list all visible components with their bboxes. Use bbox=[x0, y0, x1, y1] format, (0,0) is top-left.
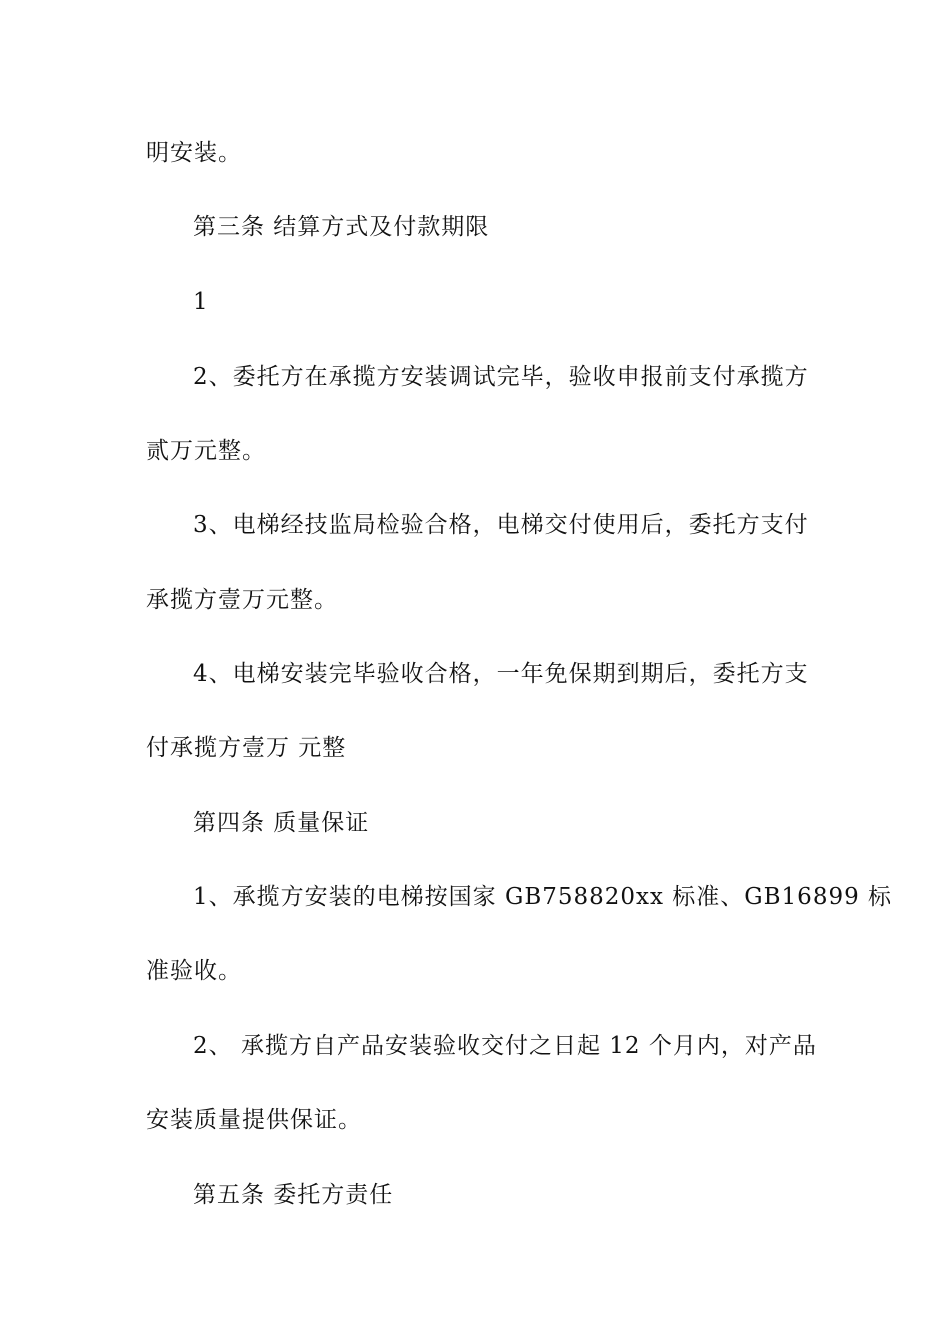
paragraph-line: 2、 承揽方自产品安装验收交付之日起 12 个月内，对产品 bbox=[193, 1033, 817, 1059]
paragraph-line: 明安装。 bbox=[146, 140, 242, 166]
paragraph-line: 3、电梯经技监局检验合格，电梯交付使用后，委托方支付 bbox=[193, 512, 809, 538]
section-heading: 第四条 质量保证 bbox=[193, 810, 370, 836]
paragraph-line: 贰万元整。 bbox=[146, 438, 266, 464]
paragraph-line: 承揽方壹万元整。 bbox=[146, 587, 338, 613]
section-heading: 第三条 结算方式及付款期限 bbox=[193, 214, 490, 240]
paragraph-line: 付承揽方壹万 元整 bbox=[146, 735, 347, 761]
paragraph-line: 1、承揽方安装的电梯按国家 GB758820xx 标准、GB16899 标 bbox=[193, 884, 893, 910]
section-heading: 第五条 委托方责任 bbox=[193, 1182, 394, 1208]
paragraph-line: 准验收。 bbox=[146, 958, 242, 984]
paragraph-line: 4、电梯安装完毕验收合格，一年免保期到期后，委托方支 bbox=[193, 661, 809, 687]
paragraph-line: 2、委托方在承揽方安装调试完毕，验收申报前支付承揽方 bbox=[193, 364, 809, 390]
paragraph-line: 1 bbox=[193, 289, 209, 315]
paragraph-line: 安装质量提供保证。 bbox=[146, 1107, 362, 1133]
